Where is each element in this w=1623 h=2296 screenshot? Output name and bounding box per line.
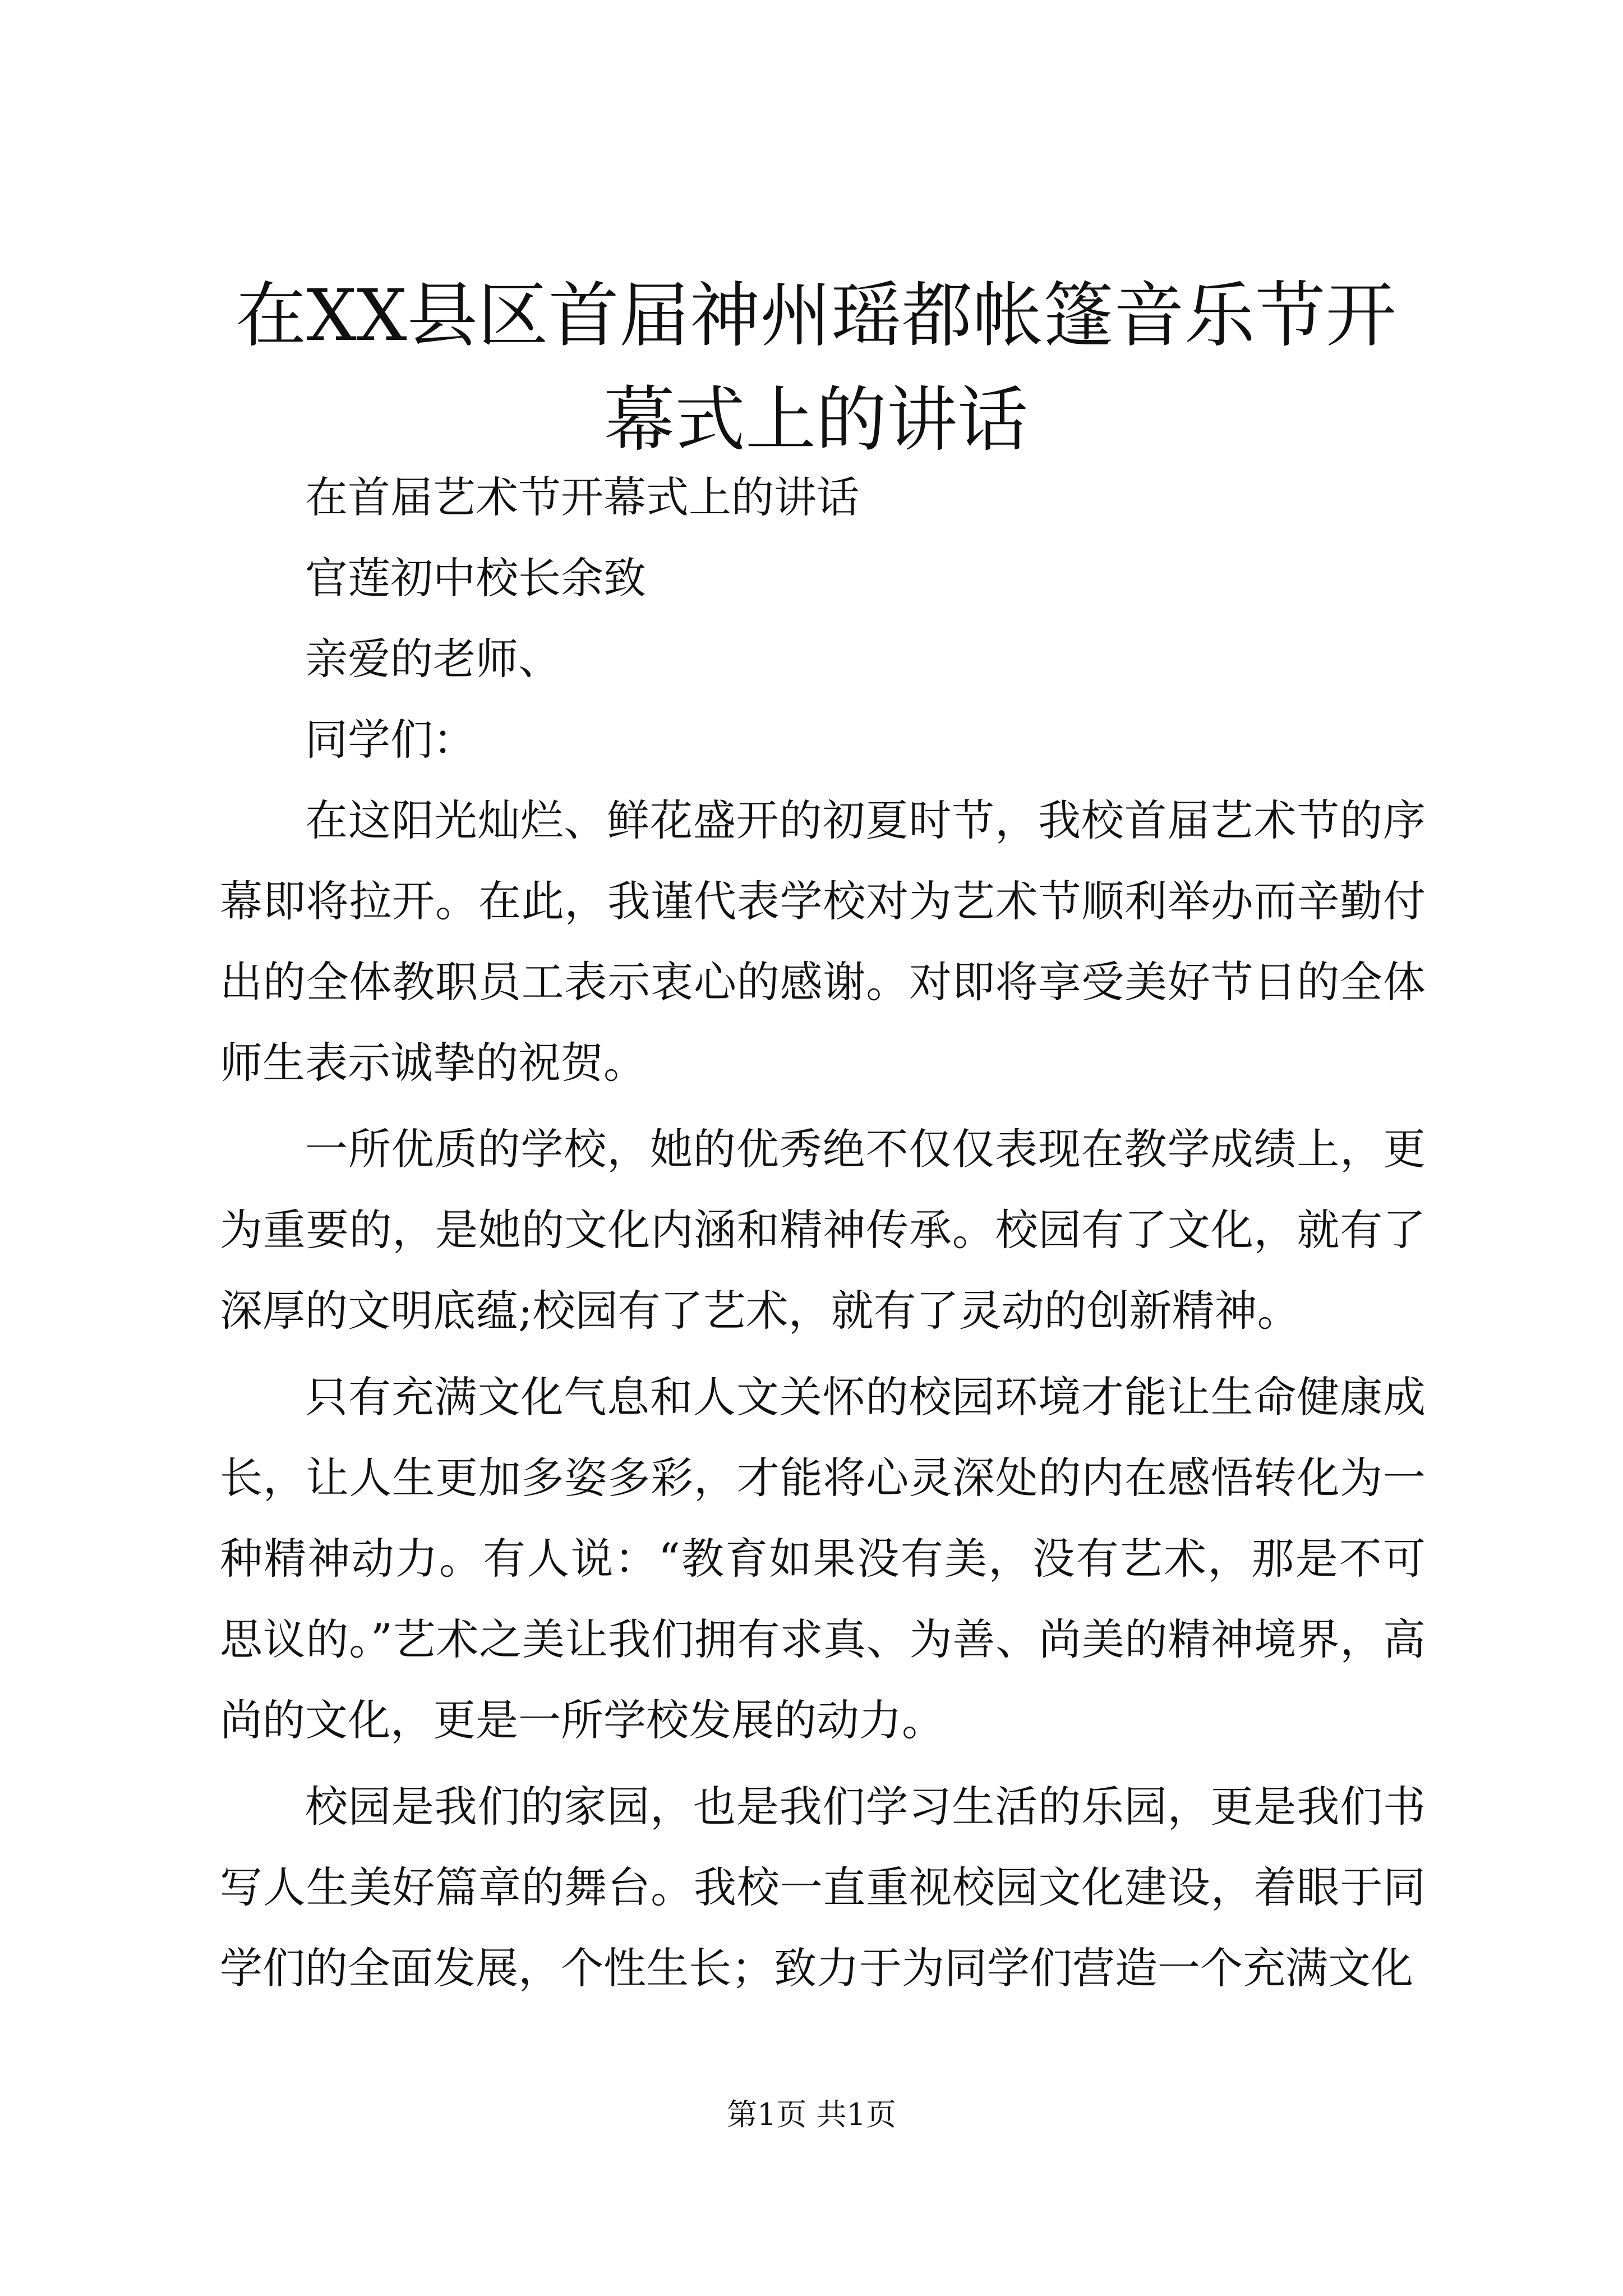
page-footer: 第1页 共1页 [727,2097,896,2132]
paragraph-subtitle: 在首届艺术节开幕式上的讲话 [305,472,859,522]
paragraph-opening: 在这阳光灿烂、鲜花盛开的初夏时节，我校首届艺术节的序幕即将拉开。在此，我谨代表学校对为艺术节顺利举办而辛勤付出的全体教职员工表示衷心的感谢。对即将享受美好节日的全体师生表示诚挚的祝贺。 [220,795,1426,1088]
document-title: 在XX县区首届神州瑶都帐篷音乐节开幕式上的讲话 [236,274,1396,461]
paragraph-salutation-2: 同学们： [305,715,476,765]
paragraph-author: 官莲初中校长余致 [305,553,646,603]
paragraph-campus: 校园是我们的家园，也是我们学习生活的乐园，更是我们书写人生美好篇章的舞台。我校一直重视校园文化建设，着眼于同学们的全面发展，个性生长；致力于为同学们营造一个充满文化 [220,1782,1426,1993]
document-body [220,457,1426,2014]
paragraph-culture: 一所优质的学校，她的优秀绝不仅仅表现在教学成绩上，更为重要的，是她的文化内涵和精神传承。校园有了文化，就有了深厚的文明底蕴;校园有了艺术，就有了灵动的创新精神。 [220,1124,1426,1336]
paragraph-art-beauty: 只有充满文化气息和人文关怀的校园环境才能让生命健康成长，让人生更加多姿多彩，才能将心灵深处的内在感悟转化为一种精神动力。有人说：“教育如果没有美，没有艺术，那是不可思议的。”艺术之美让我们拥有求真、为善、尚美的精神境界，高尚的文化，更是一所学校发展的动力。 [220,1372,1426,1745]
paragraph-salutation-1: 亲爱的老师、 [305,634,561,684]
